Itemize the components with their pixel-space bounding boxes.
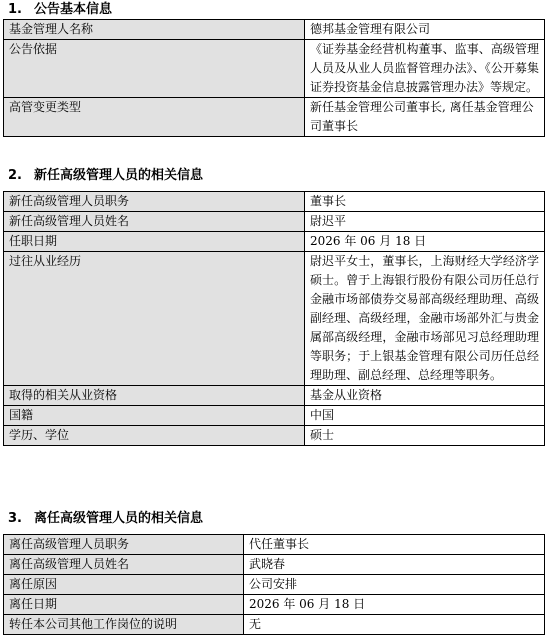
- row-value: 基金从业资格: [305, 386, 545, 406]
- table-row: [4, 212, 545, 232]
- row-value: 公司安排: [244, 575, 545, 595]
- row-label: 任职日期: [4, 232, 305, 252]
- table-row: [4, 40, 545, 98]
- row-label: 基金管理人名称: [4, 20, 305, 40]
- row-value: 2026 年 06 月 18 日: [244, 595, 545, 615]
- section-2-heading: [8, 168, 203, 184]
- section-number: 1.: [8, 2, 22, 17]
- section-number: 2.: [8, 168, 22, 183]
- row-label: 取得的相关从业资格: [4, 386, 305, 406]
- section-title: 离任高级管理人员的相关信息: [34, 511, 204, 526]
- row-label: 离任高级管理人员姓名: [4, 555, 244, 575]
- table-row: [4, 20, 545, 40]
- section-title: 公告基本信息: [34, 2, 113, 17]
- table-row: [4, 232, 545, 252]
- row-label: 离任高级管理人员职务: [4, 535, 244, 555]
- row-label: 离任原因: [4, 575, 244, 595]
- row-value: 代任董事长: [244, 535, 545, 555]
- row-value: 尉迟平: [305, 212, 545, 232]
- section-1-heading: [8, 2, 112, 18]
- table-row: [4, 595, 545, 615]
- row-label: 过往从业经历: [4, 252, 305, 386]
- new-executive-info-table: [3, 191, 545, 446]
- section-number: 3.: [8, 511, 22, 526]
- row-value: 中国: [305, 406, 545, 426]
- table-row: [4, 535, 545, 555]
- row-label: 新任高级管理人员职务: [4, 192, 305, 212]
- row-label: 离任日期: [4, 595, 244, 615]
- table-row: [4, 406, 545, 426]
- row-label: 公告依据: [4, 40, 305, 98]
- table-row: [4, 575, 545, 595]
- departing-executive-info-table: [3, 534, 545, 635]
- row-value: 2026 年 06 月 18 日: [305, 232, 545, 252]
- section-title: 新任高级管理人员的相关信息: [34, 168, 204, 183]
- table-row: [4, 615, 545, 635]
- row-label: 国籍: [4, 406, 305, 426]
- row-value: 新任基金管理公司董事长, 离任基金管理公司董事长: [305, 98, 545, 137]
- row-value: 硕士: [305, 426, 545, 446]
- table-row: [4, 555, 545, 575]
- row-label: 高管变更类型: [4, 98, 305, 137]
- table-row: [4, 192, 545, 212]
- table-row: [4, 98, 545, 137]
- row-label: 转任本公司其他工作岗位的说明: [4, 615, 244, 635]
- row-value: 尉迟平女士，董事长，上海财经大学经济学硕士。曾于上海银行股份有限公司历任总行金融市场部债券交易部高级经理助理、高级副经理、高级经理，金融市场部外汇与贵金属部高级经理，金融市场部见习总经理助理等职务；于上银基金管理有限公司历任总经理助理、副总经理、总经理等职务。: [305, 252, 545, 386]
- row-value: 无: [244, 615, 545, 635]
- row-label: 新任高级管理人员姓名: [4, 212, 305, 232]
- section-3-heading: [8, 511, 203, 527]
- table-row: [4, 386, 545, 406]
- row-value: 《证券基金经营机构董事、监事、高级管理人员及从业人员监督管理办法》、《公开募集证券投资基金信息披露管理办法》等规定。: [305, 40, 545, 98]
- table-row: [4, 252, 545, 386]
- row-label: 学历、学位: [4, 426, 305, 446]
- announcement-basic-info-table: [3, 19, 545, 137]
- row-value: 德邦基金管理有限公司: [305, 20, 545, 40]
- row-value: 董事长: [305, 192, 545, 212]
- row-value: 武晓春: [244, 555, 545, 575]
- table-row: [4, 426, 545, 446]
